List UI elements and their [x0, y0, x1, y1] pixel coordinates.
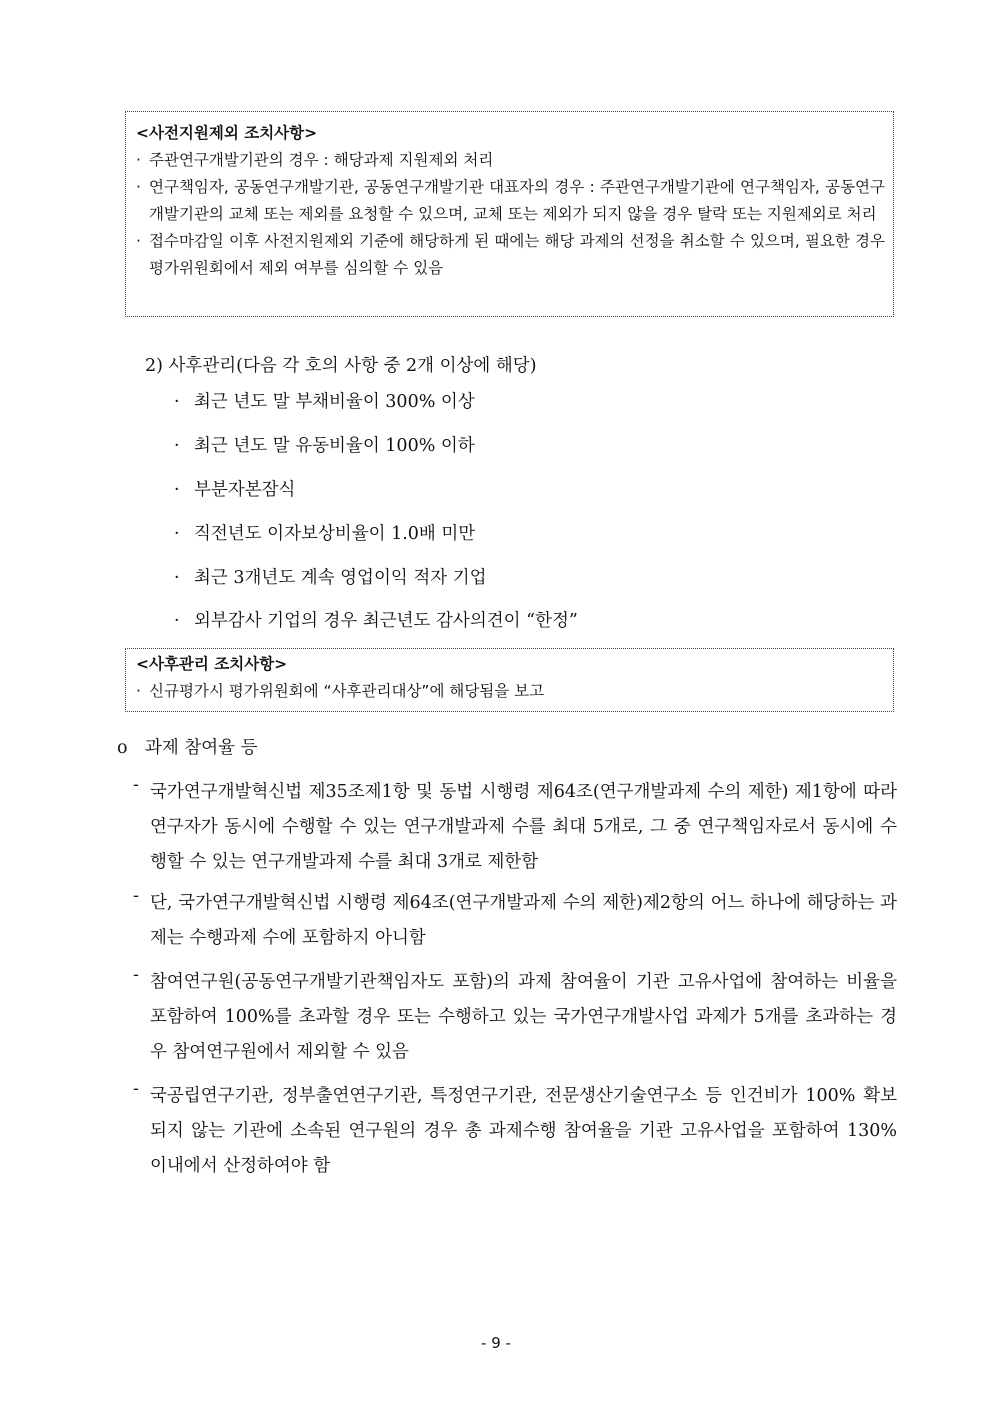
- participation-item: - 단, 국가연구개발혁신법 시행령 제64조(연구개발과제 수의 제한)제2항의 어느 하나에 해당하는 과제는 수행과제 수에 포함하지 아니함: [133, 886, 897, 948]
- post-management-box: [125, 648, 894, 712]
- post-management-item: · 부분자본잠식: [174, 480, 296, 500]
- participation-item: - 참여연구원(공동연구개발기관책임자도 포함)의 과제 참여율이 기관 고유사업에 참여하는 비율을 포함하여 100%를 초과할 경우 또는 수행하고 있는 국가연구개발사업 과제가 5개를 초과하는 경우 참여연구원에서 제외할 수 있음: [133, 965, 897, 1062]
- pre-exclusion-item: · 연구책임자, 공동연구개발기관, 공동연구개발기관 대표자의 경우 : 주관연구개발기관에 연구책임자, 공동연구개발기관의 교체 또는 제외를 요청할 수 있으며, 교체 또는 제외가 되지 않을 경우 탈락 또는 지원제외로 처리: [136, 178, 885, 223]
- page-number: - 9 -: [481, 1334, 511, 1352]
- pre-exclusion-box: [125, 111, 894, 317]
- pre-exclusion-item: · 접수마감일 이후 사전지원제외 기준에 해당하게 된 때에는 해당 과제의 선정을 취소할 수 있으며, 필요한 경우 평가위원회에서 제외 여부를 심의할 수 있음: [136, 232, 885, 277]
- participation-heading: o 과제 참여율 등: [117, 738, 258, 758]
- participation-item: - 국공립연구기관, 정부출연연구기관, 특정연구기관, 전문생산기술연구소 등 인건비가 100% 확보되지 않는 기관에 소속된 연구원의 경우 총 과제수행 참여율을 기관 고유사업을 포함하여 130% 이내에서 산정하여야 함: [133, 1079, 897, 1176]
- post-management-item: · 최근 3개년도 계속 영업이익 적자 기업: [174, 568, 487, 588]
- post-management-heading: 2) 사후관리(다음 각 호의 사항 중 2개 이상에 해당): [145, 356, 537, 376]
- post-management-box-title: <사후관리 조치사항>: [136, 655, 288, 673]
- post-management-box-item: · 신규평가시 평가위원회에 “사후관리대상”에 해당됨을 보고: [136, 682, 545, 700]
- pre-exclusion-title: <사전지원제외 조치사항>: [136, 124, 318, 142]
- post-management-item: · 직전년도 이자보상비율이 1.0배 미만: [174, 524, 476, 544]
- pre-exclusion-item: · 주관연구개발기관의 경우 : 해당과제 지원제외 처리: [136, 151, 494, 169]
- participation-item: - 국가연구개발혁신법 제35조제1항 및 동법 시행령 제64조(연구개발과제 수의 제한) 제1항에 따라 연구자가 동시에 수행할 수 있는 연구개발과제 수를 최대 5개로, 그 중 연구책임자로서 동시에 수행할 수 있는 연구개발과제 수를 최대 3개로 제한함: [133, 775, 897, 872]
- post-management-item: · 최근 년도 말 유동비율이 100% 이하: [174, 436, 475, 456]
- post-management-item: · 최근 년도 말 부채비율이 300% 이상: [174, 392, 475, 412]
- post-management-item: · 외부감사 기업의 경우 최근년도 감사의견이 “한정”: [174, 611, 578, 631]
